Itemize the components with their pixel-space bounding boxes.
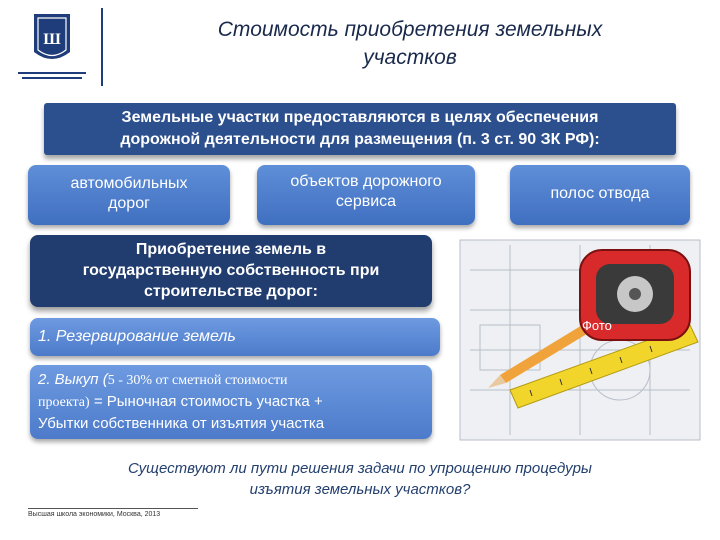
purpose-banner: Земельные участки предоставляются в целях обеспечения дорожной деятельности для размещения (п. 3 ст. 90 ЗК РФ): — [44, 103, 676, 155]
tape-measure-photo — [440, 230, 710, 450]
svg-text:Ш: Ш — [43, 31, 61, 48]
purpose-right-of-way: полос отвода — [510, 165, 690, 225]
header-divider — [101, 8, 103, 86]
hse-logo-icon — [4, 4, 100, 92]
closing-question: Существуют ли пути решения задачи по упрощению процедуры изъятия земельных участков? — [128, 460, 592, 498]
page-title: Стоимость приобретения земельных участков — [217, 18, 603, 69]
step-purchase: 2. Выкуп (5 - 30% от сметной стоимости проекта) = Рыночная стоимость участка + Убытки собственника от изъятия участка — [30, 365, 432, 439]
purpose-road-services: объектов дорожного сервиса — [257, 165, 475, 225]
acquisition-box: Приобретение земель в государственную собственность при строительстве дорог: — [30, 235, 432, 307]
purpose-roads: автомобильных дорог — [28, 165, 230, 225]
step-reservation: 1. Резервирование земель — [30, 318, 440, 356]
footer-text: Высшая школа экономики, Москва, 2013 — [28, 511, 161, 518]
footer-divider — [28, 508, 198, 509]
photo-label: Фото — [582, 318, 612, 333]
